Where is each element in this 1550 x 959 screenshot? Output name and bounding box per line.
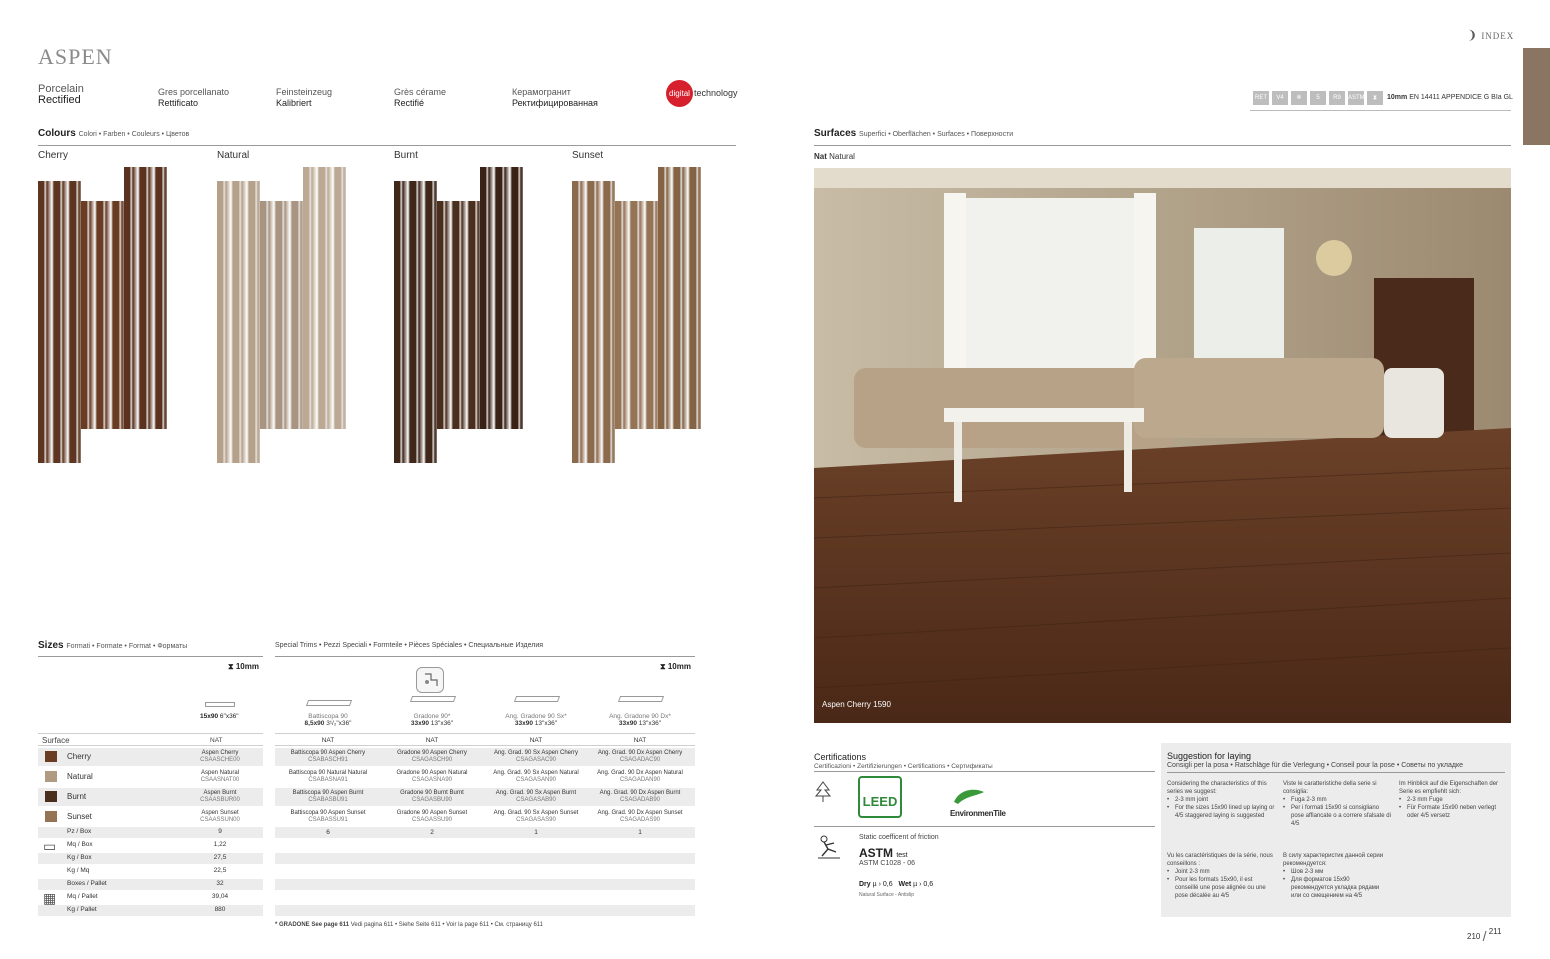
laying-rule [1167,772,1505,773]
plank [260,201,303,429]
tech-spec-icon: RET [1253,91,1269,105]
colour-name-cherry: Cherry [38,150,69,161]
cert-subtitle: Certificazioni • Zertifizierungen • Certifications • Сертификаты [814,763,993,770]
measure-value: 22,5 [213,867,227,874]
trim-code: Ang. Grad. 90 Sx Aspen Cherry CSAGASAC90 [493,750,579,763]
trim-pz: 1 [534,829,538,836]
environmentile-logo: EnvironmenTile [950,786,1010,816]
measure-label: Boxes / Pallet [67,880,107,887]
row-shade [275,879,695,890]
sizes-rule [38,656,263,657]
leed-logo: LEED [858,776,902,818]
trim-column-head: Gradone 90* 33x90 13"x36" [410,713,454,727]
measure-value: 1,22 [213,841,227,848]
measure-label: Kg / Mq [67,867,90,874]
trim-code: Ang. Grad. 90 Dx Aspen Natural CSAGADAN90 [597,770,683,783]
surface-label: Surface [42,736,70,745]
trim-code: Gradone 90 Burnt Burnt CSAGASBU90 [400,790,464,803]
plank [394,181,437,463]
trim-code: Ang. Grad. 90 Sx Aspen Burnt CSAGASAB90 [495,790,577,803]
plank [217,181,260,463]
trims-thickness: ⧗ 10mm [660,662,691,671]
trim-finish: NAT [321,737,335,744]
trim-code: Battiscopa 90 Aspen Cherry CSABASCH91 [290,750,366,763]
trim-pz: 2 [430,829,434,836]
astm-label: ASTM test [859,846,908,860]
trim-code: Ang. Grad. 90 Dx Aspen Sunset CSAGADAS90 [597,810,683,823]
surfaces-heading: Surfaces Superfici • Oberflächen • Surfaces • Поверхности [814,128,1014,139]
tech-spec: 10mm EN 14411 APPENDICE G BIa GL [1387,94,1513,101]
surface-name: Burnt [67,792,87,801]
trims-header-rule [275,733,695,734]
product-code: Aspen Burnt CSAASBUR00 [200,790,240,803]
trim-column-head: Ang. Gradone 90 Sx* 33x90 13"x36" [505,713,567,727]
colour-swatch [45,791,57,802]
trim-code: Ang. Grad. 90 Sx Aspen Sunset CSAGASAS90 [493,810,579,823]
trim-shape-icon [618,696,664,702]
measure-value: 39,04 [211,893,229,900]
trim-code: Battiscopa 90 Aspen Burnt CSABASBU91 [292,790,364,803]
digital-badge: digital [666,80,693,107]
tech-spec-icon: ⧗ [1367,91,1383,105]
tech-spec-icon: ASTM [1348,91,1364,105]
trim-column-head: Ang. Gradone 90 Dx* 33x90 13"x36" [609,713,671,727]
tech-spec-icon: ❄ [1291,91,1307,105]
planks-burnt [394,167,524,463]
trims-rule [275,656,695,657]
page-left: 210 [1467,932,1481,941]
colours-heading: Colours Colori • Farben • Couleurs • Цветов [38,128,190,139]
trim-finish: NAT [633,737,647,744]
trim-code: Battiscopa 90 Aspen Sunset CSABASSU91 [290,810,366,823]
planks-natural [217,167,347,463]
trim-column-head: Battiscopa 90 8,5x90 3¹/₂"x36" [304,713,352,727]
laying-suggestions [1161,743,1511,917]
product-code: Aspen Cherry CSAASCHE00 [200,750,240,763]
product-code: Aspen Natural CSAASNAT00 [200,770,240,783]
page-right: 211 [1488,927,1502,936]
measure-value: 27,5 [213,854,227,861]
page-numbers: 210 / 211 [1467,927,1502,944]
slip-icon [816,834,842,860]
lang-fr: Grès cérame Rectifié [394,87,447,108]
box-icon: ▭ [43,838,57,854]
laying-en: Considering the characteristics of this series we suggest: • 2-3 mm joint • For the sizes 15x90 lined up laying or 4/5 staggered laying is suggested [1167,780,1275,820]
photo-caption: Aspen Cherry 1590 [822,700,891,709]
trim-pz: 6 [326,829,330,836]
plank [38,181,81,463]
tile-format-icon [205,702,235,707]
plank [572,181,615,463]
trim-shape-icon [514,696,560,702]
plank [303,167,346,429]
cert-rule-2 [814,826,1155,827]
room-scene [814,168,1511,723]
trim-finish: NAT [529,737,543,744]
measure-value: 32 [216,880,224,887]
laying-fr: Vu les caractéristiques de la série, nous conseillons : • Joint 2-3 mm • Pour les formats 15x90, il est conseillé une pose alignée ou une pose décalée au 4/5 [1167,852,1275,900]
planks-cherry [38,167,168,463]
plank [658,167,701,429]
plank [615,201,658,429]
laying-it: Viste le caratteristiche della serie si consiglia: • Fuga 2-3 mm • Per i formati 15x90 si consigliano pose affiancate o a correre sfalsate di 4/5 [1283,780,1391,828]
sizes-header-rule [38,733,263,734]
friction-values: Dry µ › 0,6 Wet µ › 0,6 [859,881,934,888]
laying-de: Im Hinblick auf die Eigenschaften der Serie es empfiehlt sich: • 2-3 mm Fuge • Für Formate 15x90 neben verlegt oder 4/5 versetz [1399,780,1507,820]
trim-code: Ang. Grad. 90 Sx Aspen Natural CSAGASAN90 [493,770,579,783]
plank [480,167,523,429]
cert-title: Certifications [814,752,867,762]
plank [81,201,124,429]
sizes-thickness: ⧗ 10mm [228,662,259,671]
row-shade [275,905,695,916]
friction-label: Static coefficent of friction [859,834,939,841]
laying-title: Suggestion for laying [1167,751,1252,761]
trims-header-rule-2 [275,745,695,746]
trim-code: Gradone 90 Aspen Cherry CSAGASCH90 [397,750,467,763]
tech-spec-icon: R9 [1329,91,1345,105]
trim-shape-icon [410,696,456,702]
colours-rule [38,145,736,146]
lang-ru: Керамогранит Ректифицированная [512,87,598,108]
colour-name-sunset: Sunset [572,150,604,161]
surface-name: Cherry [67,752,92,761]
trim-shape-icon [306,700,352,706]
measure-value: 9 [218,828,222,835]
index-arrow-icon: ❩ [1467,28,1479,42]
plank [124,167,167,429]
colour-swatch [45,751,57,762]
astm-code: ASTM C1028 - 06 [859,860,916,867]
measure-label: Kg / Box [67,854,92,861]
trim-code: Ang. Grad. 90 Dx Aspen Burnt CSAGADAB90 [599,790,681,803]
surfaces-rule [814,145,1511,146]
tech-rule [1250,110,1511,111]
tech-spec-icon: 5 [1310,91,1326,105]
colour-name-burnt: Burnt [394,150,418,161]
leaf-icon [950,786,990,806]
lang-de: Feinsteinzeug Kalibriert [276,87,333,108]
cert-rule [814,771,1155,772]
surface-note: Natural Surface - Antislip [859,892,915,898]
trims-footnote: * GRADONE See page 611 Vedi pagina 611 • Siehe Seite 611 • Voir la page 611 • См. страницу 611 [275,922,544,928]
trim-code: Gradone 90 Aspen Sunset CSAGASSU90 [396,810,468,823]
index-link[interactable]: ❩ INDEX [1467,28,1515,42]
trim-code: Ang. Grad. 90 Dx Aspen Cherry CSAGADAC90 [597,750,683,763]
trims-heading: Special Trims • Pezzi Speciali • Formteile • Pièces Spéciales • Специальные Изделия [275,642,544,649]
finish-label: NAT [210,737,223,744]
laying-ru: В силу характеристик данной серии рекомендуется: • Шов 2-3 мм • Для форматов 15x90 рекомендуется укладка рядами или со смещением на 4/5 [1283,852,1391,900]
surface-name: Sunset [67,812,92,821]
surface-natural-label: Nat Natural [814,152,855,161]
trim-pz: 1 [638,829,642,836]
colour-name-natural: Natural [217,150,250,161]
colour-swatch [45,811,57,822]
room-photo [814,168,1511,723]
surface-name: Natural [67,772,93,781]
tile-format: 15x90 6"x36" [200,713,239,720]
trim-code: Battiscopa 90 Natural Natural CSABASNA91 [288,770,368,783]
product-code: Aspen Sunset CSAASSUN00 [200,810,240,823]
laying-subtitle: Consigli per la posa • Ratschläge für die Verlegung • Conseil pour la pose • Советы по укладке [1167,762,1464,769]
trim-finish: NAT [425,737,439,744]
sizes-header-rule-2 [38,745,263,746]
lang-en: Porcelain Rectified [38,83,84,106]
measure-label: Kg / Pallet [67,906,97,913]
measure-label: Pz / Box [67,828,92,835]
planks-sunset [572,167,702,463]
tree-icon [814,780,832,804]
measure-value: 880 [214,906,226,913]
pallet-icon: ▦ [43,890,57,906]
plank [437,201,480,429]
digital-technology-logo [666,80,746,106]
stair-step-icon [416,667,444,693]
tech-spec-icon: V4 [1272,91,1288,105]
colour-swatch [45,771,57,782]
row-shade [275,853,695,864]
trim-code: Gradone 90 Aspen Natural CSAGASNA90 [396,770,468,783]
sizes-heading: Sizes Formati • Formate • Format • Форматы [38,640,188,651]
lang-it: Gres porcellanato Rettificato [158,87,230,108]
series-title: ASPEN [38,44,113,69]
measure-label: Mq / Pallet [67,893,98,900]
side-color-tab[interactable] [1523,48,1550,145]
technology-label: technology [694,88,738,98]
measure-label: Mq / Box [67,841,93,848]
